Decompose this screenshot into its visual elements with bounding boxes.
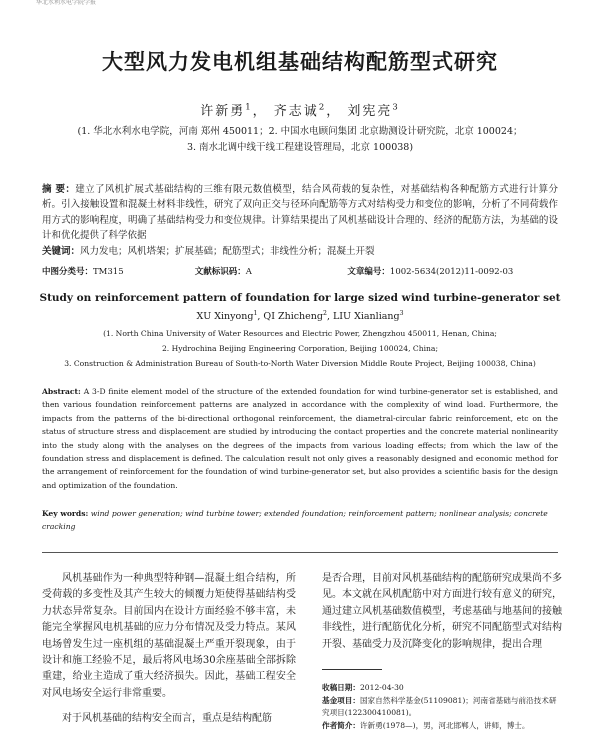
footnote-label: 基金项目： bbox=[322, 695, 360, 705]
body-column-right bbox=[322, 571, 562, 653]
authors-cn: 许新勇$^1$， 齐志诚$^2$， 刘宪亮$^3$ bbox=[200, 101, 400, 119]
article-no-value: 1002-5634(2012)11-0092-03 bbox=[389, 267, 514, 277]
footnote-received bbox=[322, 682, 562, 695]
author-en-1: XU Xinyong bbox=[196, 311, 254, 323]
abstract-en-text: A 3-D finite element model of the structure of the extended foundation for wind turbine-generator set is established, and then various foundation reinforcement patterns are analyzed in accordance with the complexity of wind load. Furthermore, the impacts from the patterns of the bi-directional orthogonal reinforcement, the diametral-circular fabric reinforcement, etc on the status of structure stress and displacement are studied by introducing the contact properties and the concrete material nonlinearity into the study along with the analyses on the degrees of the impacts from various loading effects; from which the law of the foundation stress and displacement is defined. The calculation result not only gives a reasonably designed and economic method for the arrangement of reinforcement for the foundation of wind turbine-generator set, but also provides a scientific basis for the design and optimization of the foundation. bbox=[42, 387, 558, 490]
keywords-en-label: Key words: bbox=[42, 509, 89, 518]
keywords-cn-text: 风力发电；风机塔架；扩展基础；配筋型式；非线性分析；混凝土开裂 bbox=[80, 245, 375, 257]
author-cn-1: 许新勇 bbox=[200, 104, 246, 119]
author-cn-3: 刘宪亮 bbox=[347, 104, 393, 119]
keywords-cn-label: 关键词： bbox=[42, 245, 81, 257]
classification-row bbox=[42, 265, 558, 277]
abstract-cn-text: 建立了风机扩展式基础结构的三维有限元数值模型，结合风荷载的复杂性，对基础结构各种配筋方式进行计算分析。引入接触设置和混凝土材料非线性，研究了双向正交与径环向配筋等方式对结构受力和变位的影响，分析了不同荷载作用方式的影响程度，明确了基础结构受力和变位规律。计算结果提出了风机基础设计合理的、经济的配筋方法，为基础的设计和优化提供了科学依据 bbox=[42, 184, 558, 242]
clc-value: TM315 bbox=[93, 267, 124, 277]
affiliations-en bbox=[20, 326, 580, 371]
paper-title: 大型风力发电机组基础结构配筋型式研究 bbox=[102, 50, 498, 74]
abstract-en-label: Abstract: bbox=[42, 387, 81, 396]
clc-label: 中图分类号： bbox=[42, 267, 94, 277]
paper-title-en: Study on reinforcement pattern of foundation for large sized wind turbine-generator set bbox=[39, 292, 561, 304]
keywords-en bbox=[42, 507, 558, 534]
footnote-text: 国家自然科学基金(51109081)；河南省基础与前沿技术研究项目(122300410081)。 bbox=[322, 695, 557, 717]
footnote-label: 收稿日期： bbox=[322, 683, 360, 692]
affiliation-cn-line: 3. 南水北调中线干线工程建设管理局，北京 100038) bbox=[186, 142, 414, 153]
affiliation-cn-line: (1. 华北水利水电学院，河南 郑州 450011；2. 中国水电顾问集团 北京勘测设计研究院，北京 100024； bbox=[77, 126, 523, 137]
affiliation-en-line: (1. North China University of Water Resources and Electric Power, Zhengzhou 450011, Henan, China; bbox=[103, 329, 497, 338]
footnotes bbox=[322, 682, 562, 732]
body-paragraph: 风机基础作为一种典型特种钢—混凝土组合结构，所受荷载的多变性及其产生较大的倾覆力矩使得基础结构受力状态异常复杂。目前国内在设计方面经验不够丰富，未能完全掌握风电机基础的应力分布情况及受力特点。某风电场曾发生过一座机组的基础混凝土严重开裂现象，由于设计和施工经验不足，最后将风电场30余座基础全部拆除重建，给业主造成了重大经济损失。因此，基础工程安全对风电场安全运行非常重要。 bbox=[42, 573, 296, 699]
footnote-fund bbox=[322, 695, 562, 720]
authors-en: XU Xinyong$^1$, QI Zhicheng$^2$, LIU Xianliang$^3$ bbox=[196, 310, 404, 323]
affiliation-en-line: 3. Construction & Administration Bureau of South-to-North Water Diversion Middle Route Project, Beijing 100038, China) bbox=[64, 359, 536, 368]
section-divider bbox=[42, 552, 558, 553]
author-cn-2: 齐志诚 bbox=[273, 104, 319, 119]
article-no-label: 文章编号： bbox=[347, 267, 390, 277]
abstract-en bbox=[42, 385, 558, 492]
body-paragraph: 对于风机基础的结构安全而言，重点是结构配筋 bbox=[62, 713, 272, 725]
affiliations-cn bbox=[50, 124, 550, 156]
keywords-en-text: wind power generation; wind turbine tower; extended foundation; reinforcement pattern; nonlinear analysis; concrete cracking bbox=[42, 509, 548, 532]
footnote-rule bbox=[322, 669, 382, 670]
body-column-left bbox=[42, 571, 296, 728]
footnote-label: 作者简介： bbox=[322, 720, 360, 730]
keywords-cn bbox=[42, 244, 558, 259]
footnote-author bbox=[322, 720, 562, 733]
author-en-2: QI Zhicheng bbox=[263, 311, 324, 323]
doc-code-value: A bbox=[245, 267, 252, 277]
abstract-cn-label: 摘 要： bbox=[42, 184, 76, 195]
journal-running-header: 华北水利水电学院学报 bbox=[36, 0, 97, 5]
footnote-text: 许新勇(1978—)，男，河北邯郸人，讲师，博士。 bbox=[359, 720, 530, 730]
footnote-text: 2012-04-30 bbox=[359, 683, 404, 692]
author-en-3: LIU Xianliang bbox=[332, 311, 400, 323]
abstract-cn bbox=[42, 182, 558, 259]
affiliation-en-line: 2. Hydrochina Beijing Engineering Corporation, Beijing 100024, China; bbox=[161, 344, 439, 353]
doc-code-label: 文献标识码： bbox=[194, 267, 246, 277]
body-paragraph: 是否合理，目前对风机基础结构的配筋研究成果尚不多见。本文就在风机配筋中对方面进行较有意义的研究，通过建立风机基础数值模型，考虑基础与地基间的接触非线性，进行配筋优化分析，研究不同配筋型式对结构开裂、基础受力及沉降变化的影响规律，提出合理 bbox=[322, 573, 562, 650]
